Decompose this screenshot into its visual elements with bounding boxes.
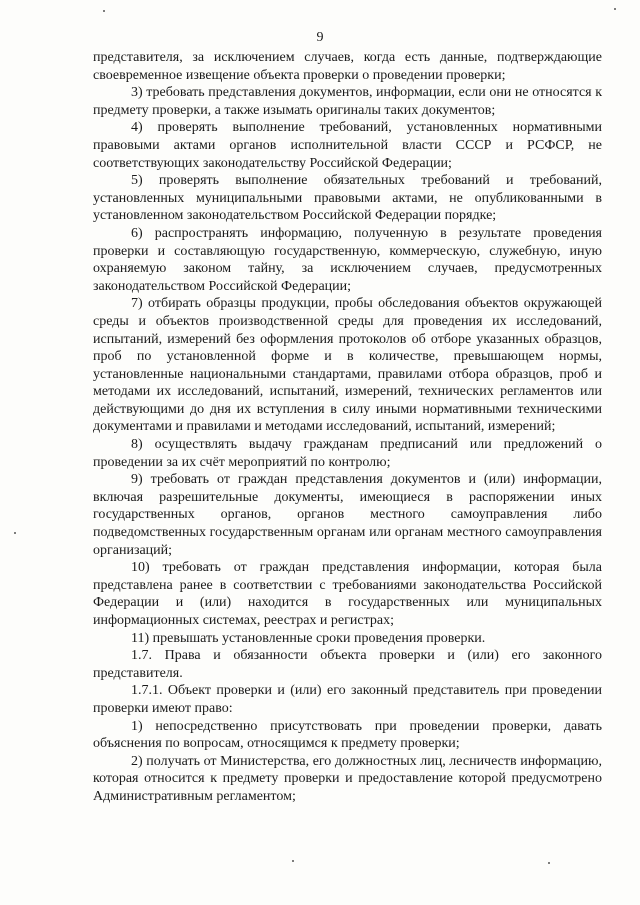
- paragraph-item-4: 4) проверять выполнение требований, установленных нормативными правовыми актами органов исполнительной власти СССР и РСФСР, не соответствующих законодательству Российской Федерации;: [93, 120, 602, 171]
- paragraph-item-8: 8) осуществлять выдачу гражданам предписаний или предложений о проведении за их счёт мероприятий по контролю;: [93, 437, 602, 470]
- section-heading-1-7: 1.7. Права и обязанности объекта проверки и (или) его законного представителя.: [93, 648, 602, 681]
- section-heading-1-7-1: 1.7.1. Объект проверки и (или) его законный представитель при проведении проверки имеют право:: [93, 683, 602, 716]
- paragraph-right-2: 2) получать от Министерства, его должностных лиц, лесничеств информацию, которая относится к предмету проверки и предоставление которой предусмотрено Административным регламентом;: [93, 753, 602, 804]
- paragraph-continuation: представителя, за исключением случаев, когда есть данные, подтверждающие своевременное извещение объекта проверки о проведении проверки;: [93, 50, 602, 83]
- paragraph-item-10: 10) требовать от граждан представления информации, которая была представлена ранее в соответствии с требованиями законодательства Российской Федерации и (или) находится в государственных или муниципальных информационных системах, реестрах и регистрах;: [93, 560, 602, 628]
- page-number: 9: [316, 30, 324, 45]
- paragraph-right-1: 1) непосредственно присутствовать при проведении проверки, давать объяснения по вопросам, относящимся к предмету проверки;: [93, 718, 602, 752]
- paragraph-item-11: 11) превышать установленные сроки проведения проверки.: [131, 630, 486, 646]
- scan-speck: [548, 862, 550, 864]
- page-body: [93, 49, 602, 806]
- paragraph-item-5: 5) проверять выполнение обязательных требований и требований, установленных муниципальными правовыми актами, не опубликованными в установленном законодательством Российской Федерации порядке;: [93, 173, 602, 224]
- scan-speck: [14, 532, 16, 534]
- scan-speck: [292, 860, 294, 862]
- scan-speck: [103, 10, 105, 12]
- scan-speck: [614, 8, 616, 10]
- paragraph-item-6: 6) распространять информацию, полученную в результате проведения проверки и составляющую государственную, коммерческую, служебную, иную охраняемую законом тайну, за исключением случаев, предусмотренных законодательством Российской Федерации;: [93, 225, 602, 294]
- paragraph-item-3: 3) требовать представления документов, информации, если они не относятся к предмету проверки, а также изымать оригиналы таких документов;: [93, 85, 602, 118]
- paragraph-item-9: 9) требовать от граждан представления документов и (или) информации, включая разрешительные документы, имеющиеся в распоряжении иных государственных органов, органов местного самоуправления либо подведомственных государственным органам или органам местного самоуправления организаций;: [93, 472, 602, 558]
- paragraph-item-7: 7) отбирать образцы продукции, пробы обследования объектов окружающей среды и объектов производственной среды для проведения их исследований, испытаний, измерений без оформления протоколов об отборе указанных образцов, проб по установленной форме и в количестве, превышающем нормы, установленные национальными стандартами, правилами отбора образцов, проб и методами их исследований, испытаний, измерений, технических регламентов или действующими до дня их вступления в силу иными нормативными техническими документами и правилами и методами исследований, испытаний, измерений;: [93, 296, 602, 435]
